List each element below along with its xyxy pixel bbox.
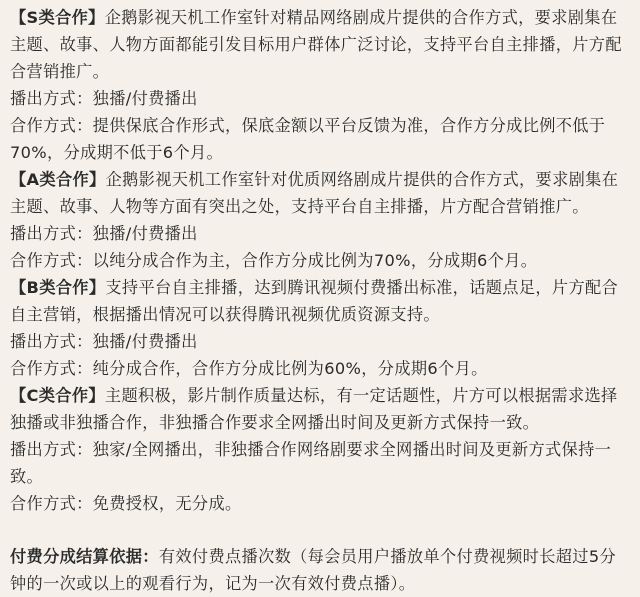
section-a-cooperation: 合作方式：以纯分成合作为主，合作方分成比例为70%，分成期6个月。 <box>10 251 538 270</box>
section-s-broadcast: 播出方式：独播/付费播出 <box>10 89 198 108</box>
section-c-heading: 【C类合作】 <box>10 386 105 405</box>
settlement-basis <box>10 543 632 597</box>
section-s-cooperation: 合作方式：提供保底合作形式，保底金额以平台反馈为准，合作方分成比例不低于70%，分成期不低于6个月。 <box>10 116 606 162</box>
section-s-text: 企鹅影视天机工作室针对精品网络剧成片提供的合作方式，要求剧集在主题、故事、人物方面都能引发目标用户群体广泛讨论，支持平台自主排播，片方配合营销推广。 <box>10 8 622 81</box>
section-a-broadcast: 播出方式：独播/付费播出 <box>10 224 198 243</box>
section-s-description <box>10 4 632 85</box>
section-c-text: 主题积极，影片制作质量达标，有一定话题性，片方可以根据需求选择独播或非独播合作，非独播合作要求全网播出时间及更新方式保持一致。 <box>10 386 618 432</box>
section-s-heading: 【S类合作】 <box>10 8 105 27</box>
section-a-heading: 【A类合作】 <box>10 170 106 189</box>
settlement-basis-text: 有效付费点播次数（每会员用户播放单个付费视频时长超过5分钟的一次或以上的观看行为，记为一次有效付费点播）。 <box>10 547 617 593</box>
section-b-cooperation: 合作方式：纯分成合作，合作方分成比例为60%，分成期6个月。 <box>10 359 488 378</box>
section-b-heading: 【B类合作】 <box>10 278 106 297</box>
section-b-broadcast: 播出方式：独播/付费播出 <box>10 332 198 351</box>
section-b-description <box>10 274 632 328</box>
spacer <box>10 517 632 543</box>
section-a-text: 企鹅影视天机工作室针对优质网络剧成片提供的合作方式，要求剧集在主题、故事、人物等方面有突出之处，支持平台自主排播，片方配合营销推广。 <box>10 170 619 216</box>
section-c-broadcast: 播出方式：独家/全网播出，非独播合作网络剧要求全网播出时间及更新方式保持一致。 <box>10 440 612 486</box>
section-a-description <box>10 166 632 220</box>
settlement-basis-heading: 付费分成结算依据： <box>10 547 159 566</box>
section-c-cooperation: 合作方式：免费授权，无分成。 <box>10 494 242 513</box>
section-c-description <box>10 382 632 436</box>
section-b-text: 支持平台自主排播，达到腾讯视频付费播出标准，话题点足，片方配合自主营销，根据播出情况可以获得腾讯视频优质资源支持。 <box>10 278 619 324</box>
